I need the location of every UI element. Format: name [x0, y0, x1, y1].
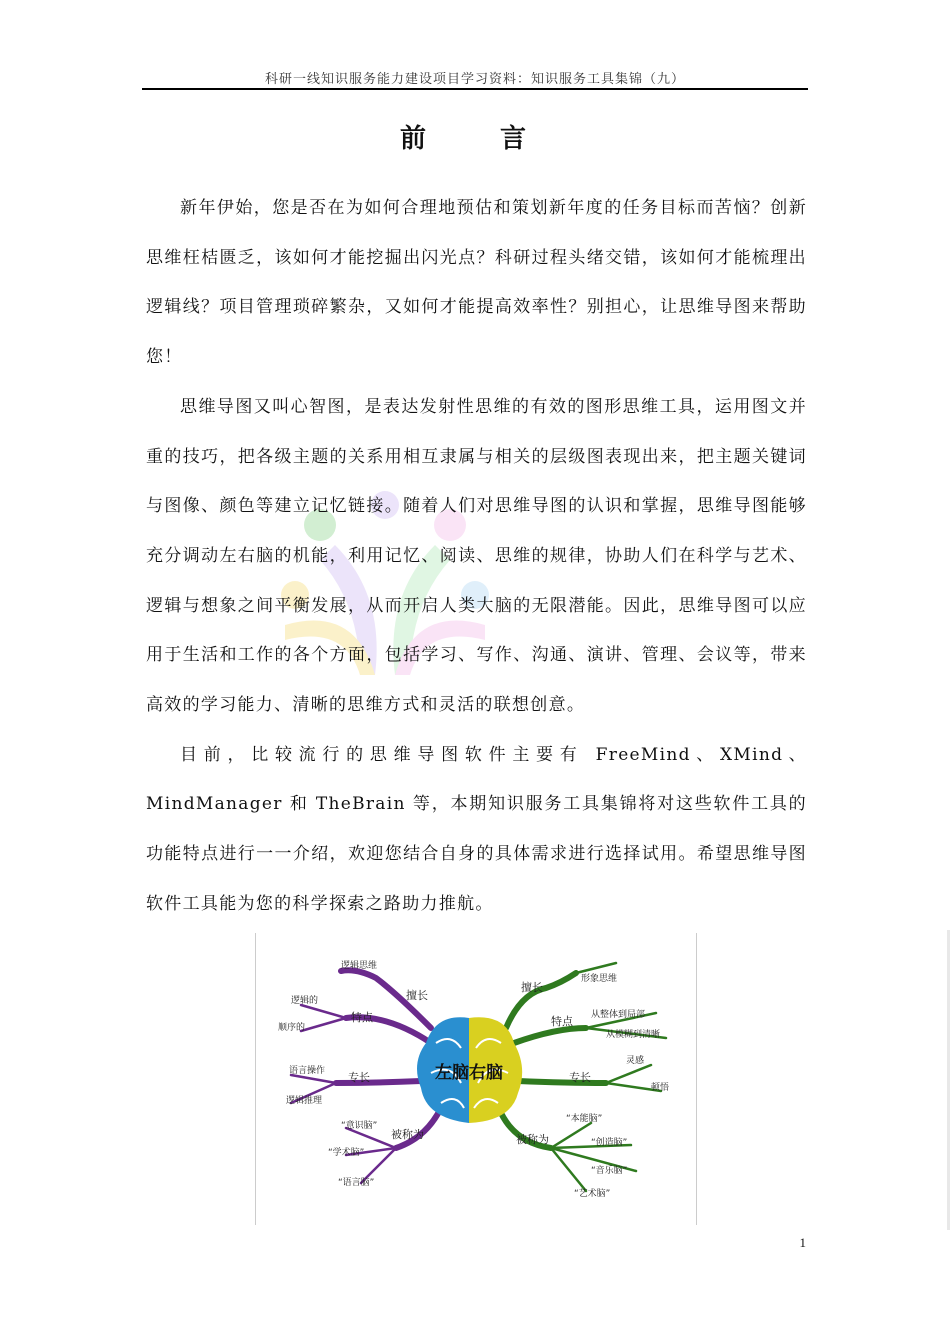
paragraph: 目前，比较流行的思维导图软件主要有 FreeMind、XMind、MindManager 和 TheBrain 等，本期知识服务工具集锦将对这些软件工具的功能特点进行一一介绍，欢迎您结合自身的具体需求进行选择试用。希望思维导图软件工具能为您的科学探索之路助力推航。	[146, 744, 807, 914]
left-leaf-label: 逻辑思维	[341, 961, 378, 971]
left-leaf-label: “学术脑”	[328, 1148, 365, 1158]
left-branch-label: 被称为	[391, 1128, 424, 1141]
left-leaf-label: “意识脑”	[341, 1121, 378, 1131]
right-leaf-label: “本能脑”	[566, 1114, 603, 1124]
left-leaf-label: 逻辑的	[291, 996, 319, 1006]
body-text	[146, 184, 807, 930]
right-branch-label: 专长	[569, 1071, 591, 1084]
center-label: 左脑右脑	[435, 1063, 503, 1083]
right-leaf-label: 灵感	[626, 1056, 645, 1066]
left-leaf-label: 顺序的	[278, 1023, 306, 1033]
paragraph: 新年伊始，您是否在为如何合理地预估和策划新年度的任务目标而苦恼？创新思维枉桔匮乏，该如何才能挖掘出闪光点？科研过程头绪交错，该如何才能梳理出逻辑线？项目管理琐碎繁杂，又如何才能提高效率性？别担心，让思维导图来帮助您！	[146, 198, 807, 368]
page-title: 前 言	[399, 124, 550, 154]
paragraph: 思维导图又叫心智图，是表达发射性思维的有效的图形思维工具，运用图文并重的技巧，把各级主题的关系用相互隶属与相关的层级图表现出来，把主题关键词与图像、颜色等建立记忆链接。随着人们对思维导图的认识和掌握，思维导图能够充分调动左右脑的机能，利用记忆、阅读、思维的规律，协助人们在科学与艺术、逻辑与想象之间平衡发展，从而开启人类大脑的无限潜能。因此，思维导图可以应用于生活和工作的各个方面，包括学习、写作、沟通、演讲、管理、会议等，带来高效的学习能力、清晰的思维方式和灵活的联想创意。	[146, 396, 807, 716]
right-branch-label: 特点	[551, 1015, 573, 1028]
right-leaf-label: 从模糊到清晰	[606, 1030, 661, 1040]
right-leaf-label: 顿悟	[651, 1083, 670, 1093]
right-leaf-label: “音乐脑”	[591, 1166, 628, 1176]
running-header: 科研一线知识服务能力建设项目学习资料：知识服务工具集锦（九）	[264, 72, 685, 87]
left-leaf-label: “语言脑”	[338, 1178, 375, 1188]
right-leaf-label: “创造脑”	[591, 1138, 628, 1148]
left-leaf-label: 语言操作	[289, 1066, 326, 1076]
page-number: 1	[799, 1235, 806, 1250]
left-branch-label: 特点	[351, 1011, 373, 1024]
mindmap-figure	[255, 933, 697, 1225]
header-rule	[142, 88, 808, 90]
right-leaf-label: 从整体到局部	[591, 1010, 646, 1020]
left-leaf-label: 逻辑推理	[286, 1096, 323, 1106]
mindmap-svg	[256, 933, 696, 1225]
left-branch-label: 专长	[348, 1071, 370, 1084]
right-branch-label: 擅长	[521, 981, 543, 994]
right-leaf-label: “艺术脑”	[574, 1189, 611, 1199]
left-branch-label: 擅长	[406, 989, 428, 1002]
right-leaf-label: 形象思维	[581, 974, 618, 984]
right-branch-label: 被称为	[516, 1133, 549, 1146]
